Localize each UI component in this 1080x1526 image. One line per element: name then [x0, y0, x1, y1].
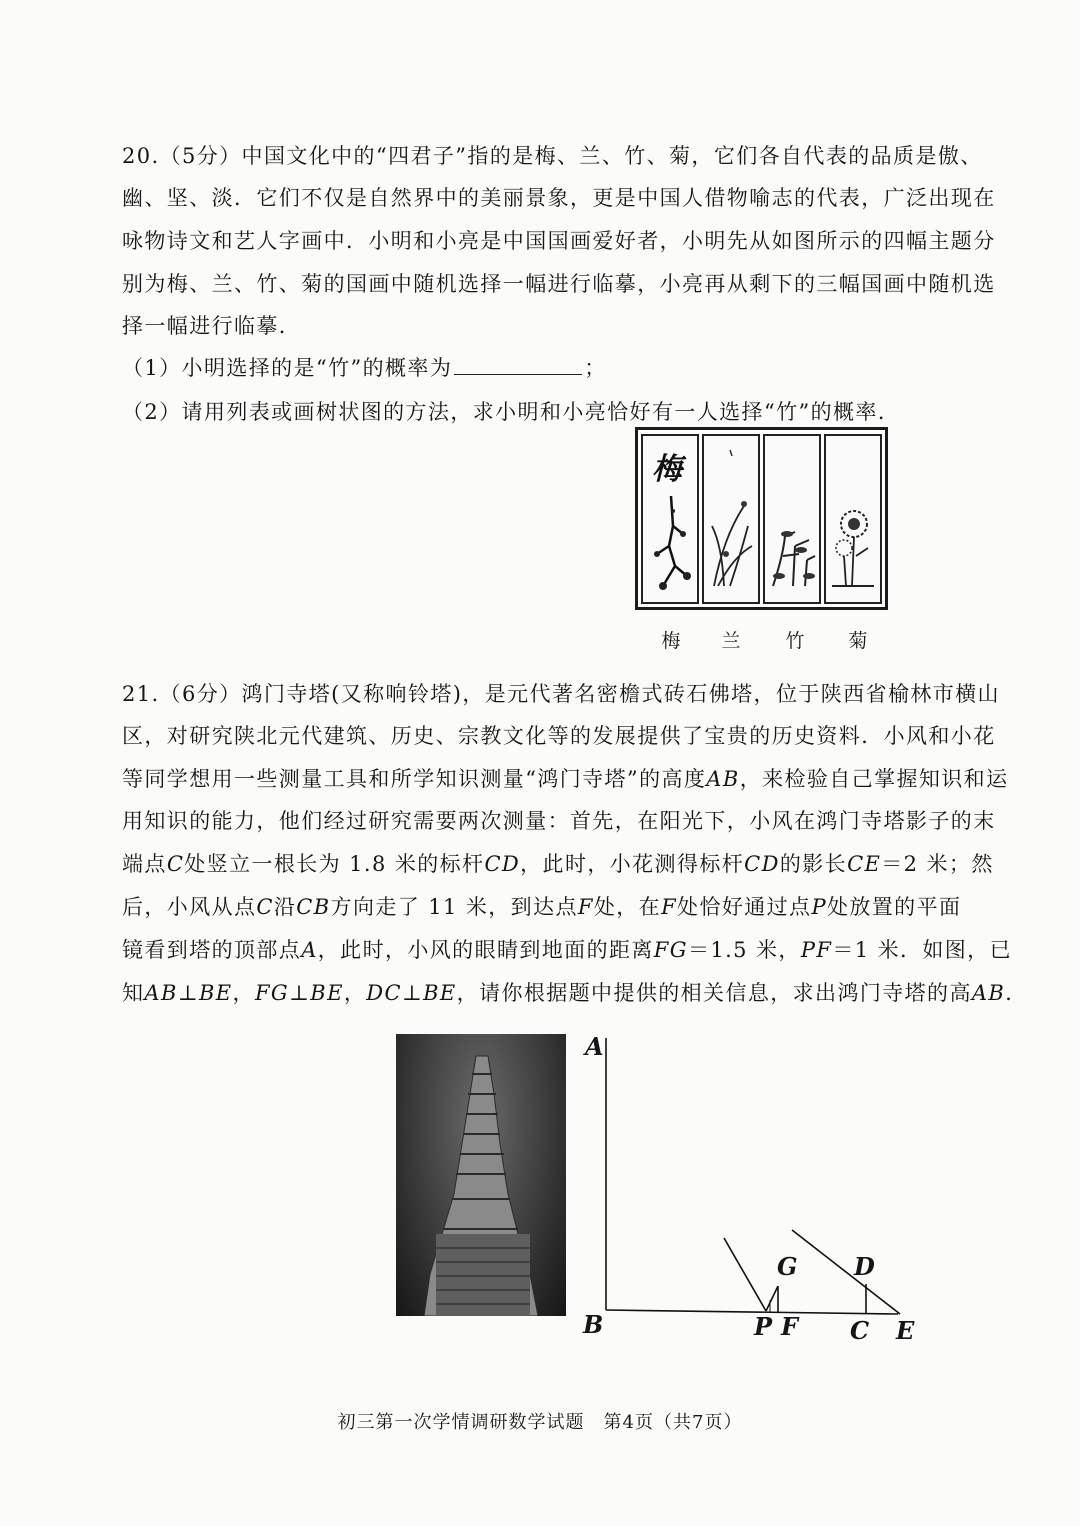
plum-painting — [641, 434, 699, 604]
q21-l8d: BE — [198, 981, 233, 1005]
label-bamboo: 竹 — [785, 630, 805, 652]
q21-l8j: DC — [366, 981, 402, 1005]
q21-l6e: 方向走了 11 米，到达点 — [330, 895, 578, 919]
q20-line-4: 别为梅、兰、竹、菊的国画中随机选择一幅进行临摹，小亮再从剩下的三幅国画中随机选 — [122, 272, 996, 296]
q21-line-1: 21.（6分）鸿门寺塔(又称响铃塔)，是元代著名密檐式砖石佛塔，位于陕西省榆林市横山 — [122, 682, 1000, 706]
q21-l5e: ，此时，小花测得标杆 — [520, 852, 745, 876]
q21-l8b: AB — [144, 981, 178, 1005]
label-orchid: 兰 — [721, 630, 741, 652]
label-D: D — [854, 1252, 875, 1281]
q21-l8f: FG — [254, 981, 290, 1005]
q21-l6h: F — [661, 895, 678, 919]
q21-l7d: FG — [653, 938, 688, 962]
label-plum: 梅 — [661, 630, 681, 652]
q20-line-2: 幽、坚、淡．它们不仅是自然界中的美丽景象，更是中国人借物喻志的代表，广泛出现在 — [122, 186, 996, 210]
q21-l8g: ⊥ — [289, 981, 311, 1005]
four-gentlemen-paintings — [635, 427, 888, 610]
page-footer: 初三第一次学情调研数学试题 第4页（共7页） — [337, 1412, 743, 1433]
q21-l7e: ＝1.5 米， — [687, 938, 801, 962]
q21-l5d: CD — [484, 852, 521, 876]
q21-l7c: ，此时，小风的眼睛到地面的距离 — [317, 938, 654, 962]
chrysanthemum-painting — [824, 434, 882, 604]
q21-l3a: 等同学想用一些测量工具和所学知识测量“鸿门寺塔”的高度 — [122, 767, 707, 791]
q21-l6b: C — [256, 895, 274, 919]
q21-l8l: BE — [423, 981, 457, 1005]
q21-l5i: ＝2 米；然 — [881, 852, 994, 876]
q21-line-4: 用知识的能力，他们经过研究需要两次测量：首先，在阳光下，小风在鸿门寺塔影子的末 — [122, 809, 996, 833]
q21-line-8 — [122, 977, 1028, 1007]
q21-l6a: 后，小风从点 — [122, 895, 257, 919]
q21-l6i: 处恰好通过点 — [677, 895, 812, 919]
answer-blank — [454, 356, 582, 375]
q20-part-1-text: （1）小明选择的是“竹”的概率为 — [122, 356, 453, 380]
bamboo-icon — [765, 436, 819, 602]
q21-l8a: 知 — [122, 981, 145, 1005]
q21-l6g: 处，在 — [593, 895, 662, 919]
q21-l8k: ⊥ — [401, 981, 424, 1005]
plum-calligraphy: 梅 — [652, 452, 682, 487]
label-A: A — [585, 1032, 604, 1061]
q21-l8c: ⊥ — [177, 981, 199, 1005]
q21-l5b: C — [166, 852, 185, 876]
q21-l6d: CB — [296, 895, 331, 919]
q21-l7b: A — [301, 938, 318, 962]
segment-BE — [606, 1310, 898, 1314]
q21-l6f: F — [577, 895, 594, 919]
q21-l8h: BE — [310, 981, 344, 1005]
plum-branch-icon — [643, 436, 697, 602]
q20-line-3: 咏物诗文和艺人字画中．小明和小亮是中国国画爱好者，小明先从如图所示的四幅主题分 — [122, 229, 996, 253]
label-P: P — [754, 1312, 773, 1341]
label-E: E — [896, 1316, 915, 1345]
bamboo-painting — [763, 434, 821, 604]
q21-line-3 — [122, 763, 1009, 793]
q20-line-5: 择一幅进行临摹． — [122, 314, 302, 338]
q21-l5f: CD — [744, 852, 780, 876]
q21-l6c: 沿 — [273, 895, 297, 919]
q20-part-1-end: ； — [584, 356, 607, 380]
segment-PG — [766, 1286, 778, 1311]
orchid-painting — [702, 434, 760, 604]
q21-line-6 — [122, 891, 961, 921]
label-chrysanthemum: 菊 — [848, 630, 868, 652]
segment-light-ray-to-P — [724, 1238, 766, 1311]
q21-l5h: CE — [847, 852, 882, 876]
q21-l8i: ， — [343, 981, 367, 1005]
orchid-icon — [704, 436, 758, 602]
q21-l7g: ＝1 米．如图，已 — [832, 938, 1012, 962]
label-B: B — [583, 1310, 604, 1339]
pagoda-photo — [396, 1034, 566, 1316]
q21-l3b: AB — [706, 767, 740, 791]
q21-l6j: P — [811, 895, 827, 919]
q21-l8o: ． — [1005, 981, 1028, 1005]
geometry-diagram — [580, 1030, 920, 1340]
q21-line-7 — [122, 934, 1012, 964]
q21-l5g: 的影长 — [779, 852, 848, 876]
q21-l8n: AB — [971, 981, 1006, 1005]
q21-l5a: 端点 — [122, 852, 167, 876]
q20-line-1: 20.（5分）中国文化中的“四君子”指的是梅、兰、竹、菊，它们各自代表的品质是傲、 — [122, 144, 983, 168]
q21-l7a: 镜看到塔的顶部点 — [122, 938, 302, 962]
q21-line-2: 区，对研究陕北元代建筑、历史、宗教文化等的发展提供了宝贵的历史资料．小风和小花 — [122, 724, 996, 748]
pagoda-icon — [396, 1034, 566, 1316]
chrysanthemum-icon — [826, 436, 880, 602]
q21-l5c: 处竖立一根长为 1.8 米的标杆 — [184, 852, 485, 876]
label-F: F — [781, 1312, 799, 1341]
segment-sun-ray-DE — [792, 1230, 900, 1314]
q20-part-2: （2）请用列表或画树状图的方法，求小明和小亮恰好有一人选择“竹”的概率． — [122, 400, 901, 424]
q21-line-5 — [122, 848, 994, 878]
q21-l3c: ，来检验自己掌握知识和运 — [739, 767, 1009, 791]
q21-l7f: PF — [800, 938, 833, 962]
label-C: C — [850, 1316, 870, 1345]
q21-l8m: ，请你根据题中提供的相关信息，求出鸿门寺塔的高 — [456, 981, 972, 1005]
q21-l8e: ， — [232, 981, 255, 1005]
label-G: G — [777, 1252, 798, 1281]
q20-part-1 — [122, 352, 607, 382]
q21-l6k: 处放置的平面 — [826, 895, 962, 919]
